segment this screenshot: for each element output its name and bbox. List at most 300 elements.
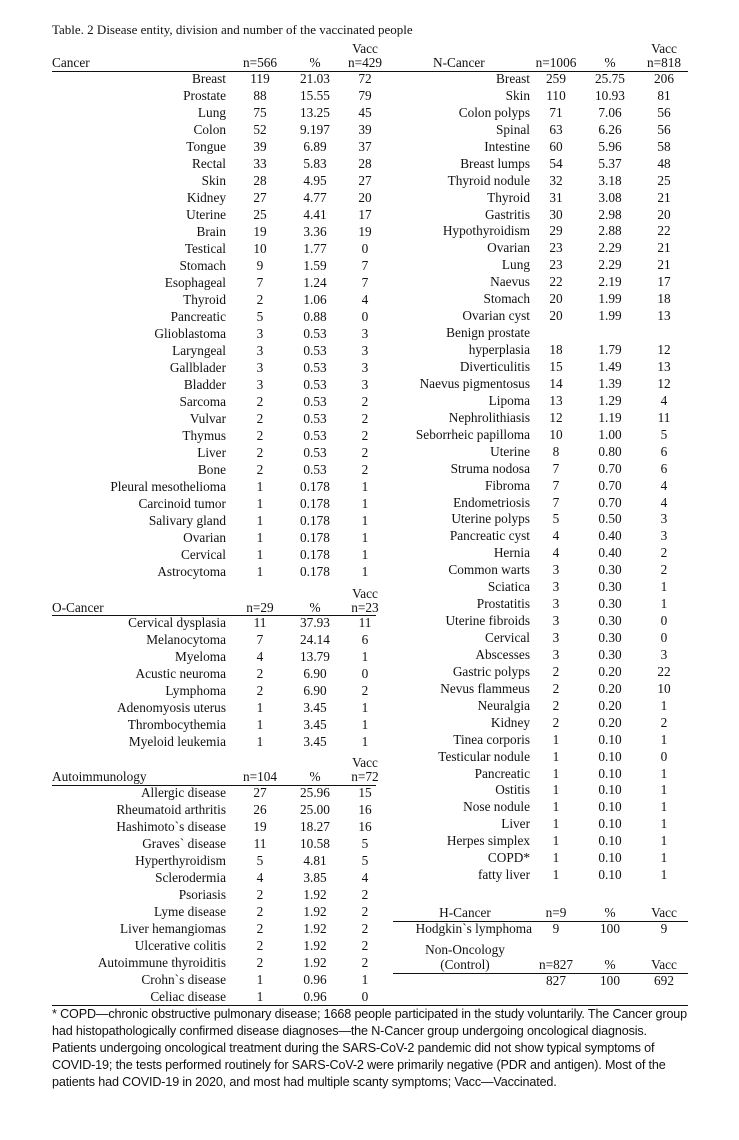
cell-n: 33 <box>253 156 267 171</box>
cell-name: Ovarian cyst <box>462 308 530 324</box>
cell-name: Fibroma <box>484 477 530 493</box>
cell-n: 3 <box>256 343 264 358</box>
cell-name: Stomach <box>483 291 530 307</box>
cell-n: 2 <box>552 714 560 730</box>
cell-name: Hyperthyroidism <box>135 853 226 868</box>
cell-name: Myeloma <box>175 649 226 664</box>
cancer-label: Cancer <box>52 55 90 70</box>
cell-vacc: 17 <box>657 274 671 290</box>
cell-name: Skin <box>505 87 530 103</box>
cell-name: hyperplasia <box>468 342 530 358</box>
cell-vacc: 19 <box>358 224 372 239</box>
cell-name: Lyme disease <box>153 904 226 919</box>
cell-vacc: 2 <box>660 545 668 561</box>
cell-pct: 2.19 <box>598 274 622 290</box>
cell-vacc: 2 <box>361 445 369 460</box>
cell-pct: 1.92 <box>303 887 327 902</box>
o-cancer-pct: % <box>309 600 321 615</box>
cell-n: 7 <box>552 460 560 476</box>
cell-vacc: 1 <box>660 833 668 849</box>
cell-pct: 0.30 <box>598 646 622 662</box>
cell-pct: 0.80 <box>598 443 622 459</box>
n-cancer-label: N-Cancer <box>433 55 485 70</box>
cell-vacc: 9 <box>660 921 668 936</box>
cell-n: 11 <box>253 615 267 630</box>
cell-pct: 1.39 <box>598 375 622 391</box>
non-oncology-label-2: (Control) <box>440 957 490 972</box>
cell-name: Hashimoto`s disease <box>116 819 226 834</box>
cell-name: Intestine <box>484 138 530 154</box>
cell-name: Thyroid <box>183 292 226 307</box>
cell-n: 7 <box>552 494 560 510</box>
cell-n: 23 <box>549 240 563 256</box>
cell-vacc: 1 <box>660 816 668 832</box>
cell-name: Naevus <box>490 274 530 290</box>
cell-name: Lipoma <box>488 392 530 408</box>
cell-pct: 1.77 <box>303 241 327 256</box>
cell-pct: 0.53 <box>303 462 327 477</box>
n-cancer-vacc-top: Vacc <box>651 41 677 56</box>
cell-vacc: 692 <box>654 973 674 988</box>
cell-vacc: 2 <box>361 887 369 902</box>
cell-pct: 0.10 <box>598 816 622 832</box>
footnote: * COPD—chronic obstructive pulmonary disease; 1668 people participated in the study voluntarily. The Cancer group had histopathologically confirmed disease diagnoses—the N-Cancer group undergoing oncological diagnosis. Patients undergoing oncological treatment during the SARS-CoV-2 pandemic did not show typical symptoms of COVID-19; the tests performed routinely for SARS-CoV-2 were primarily negative (PDR and antigen). Most of the patients had COVID-19 in 2020, and most had multiple scanty symptoms; Vacc—Vaccinated. <box>52 1007 688 1089</box>
cell-pct: 0.178 <box>300 530 330 545</box>
cell-n: 22 <box>549 274 563 290</box>
cell-name: Breast lumps <box>460 155 530 171</box>
cell-name: Esophageal <box>164 275 226 290</box>
cell-vacc: 2 <box>361 955 369 970</box>
cell-name: Hodgkin`s lymphoma <box>415 921 532 936</box>
cell-vacc: 4 <box>660 477 668 493</box>
cell-pct: 0.53 <box>303 360 327 375</box>
cell-pct: 10.93 <box>595 87 625 103</box>
cancer-vacc: n=429 <box>347 55 383 70</box>
cell-pct: 9.197 <box>300 122 330 137</box>
cell-pct: 1.59 <box>303 258 327 273</box>
cell-name: Rectal <box>192 156 226 171</box>
cell-pct: 100 <box>600 973 620 988</box>
cell-n: 1 <box>552 799 560 815</box>
cell-pct: 1.99 <box>598 308 622 324</box>
cell-pct: 4.95 <box>303 173 327 188</box>
cell-pct: 3.36 <box>303 224 327 239</box>
cell-name: Gastritis <box>484 206 530 222</box>
cell-vacc: 2 <box>361 394 369 409</box>
n-cancer-n: n=1006 <box>535 55 577 70</box>
cell-vacc: 1 <box>660 596 668 612</box>
non-oncology-n: n=827 <box>538 957 574 972</box>
cell-pct: 0.10 <box>598 782 622 798</box>
cell-pct: 2.29 <box>598 257 622 273</box>
cell-name: Bone <box>197 462 226 477</box>
cell-name: Adenomyosis uterus <box>117 700 226 715</box>
cell-pct: 1.00 <box>598 426 622 442</box>
autoimmunology-vacc-top: Vacc <box>352 755 378 770</box>
cell-pct: 13.25 <box>300 105 330 120</box>
autoimmunology-n: n=104 <box>242 769 278 784</box>
cell-vacc: 22 <box>657 663 671 679</box>
cell-name: Celiac disease <box>150 989 226 1004</box>
cell-n: 3 <box>552 630 560 646</box>
cell-name: Prostatitis <box>476 596 530 612</box>
cell-n: 14 <box>549 375 563 391</box>
cell-pct: 0.10 <box>598 867 622 883</box>
cell-pct: 1.92 <box>303 938 327 953</box>
cell-name: Gastric polyps <box>452 663 530 679</box>
cell-name: Salivary gland <box>148 513 226 528</box>
cell-vacc: 56 <box>657 121 671 137</box>
cell-pct: 37.93 <box>300 615 330 630</box>
cell-n: 2 <box>256 462 264 477</box>
cell-n: 13 <box>549 392 563 408</box>
cell-name: Colon <box>193 122 226 137</box>
cell-name: Hernia <box>493 545 530 561</box>
cell-vacc: 0 <box>660 613 668 629</box>
cell-n: 5 <box>256 309 264 324</box>
cell-n: 27 <box>253 190 267 205</box>
cell-n: 3 <box>256 326 264 341</box>
cell-vacc: 3 <box>361 326 369 341</box>
non-oncology-label-1: Non-Oncology <box>425 942 505 957</box>
cell-n: 1 <box>552 867 560 883</box>
cell-name: Hypothyroidism <box>442 223 530 239</box>
cell-name: Spinal <box>496 121 530 137</box>
cell-pct: 0.20 <box>598 697 622 713</box>
cell-name: Autoimmune thyroiditis <box>97 955 226 970</box>
cell-pct: 0.178 <box>300 564 330 579</box>
cell-pct: 1.79 <box>598 342 622 358</box>
cell-n: 15 <box>549 358 563 374</box>
cell-pct: 1.29 <box>598 392 622 408</box>
cell-n: 1 <box>552 850 560 866</box>
cell-vacc: 1 <box>361 530 369 545</box>
cell-name: Testical <box>184 241 226 256</box>
cell-vacc: 6 <box>660 460 668 476</box>
cell-name: Pancreatic cyst <box>449 528 530 544</box>
autoimmunology-vacc: n=72 <box>351 769 379 784</box>
cell-pct: 0.30 <box>598 630 622 646</box>
cell-n: 2 <box>552 663 560 679</box>
cell-vacc: 5 <box>361 853 369 868</box>
cell-n: 2 <box>256 904 264 919</box>
cell-pct: 0.10 <box>598 748 622 764</box>
cell-n: 2 <box>256 921 264 936</box>
cell-name: Liver hemangiomas <box>120 921 226 936</box>
cell-pct: 0.50 <box>598 511 622 527</box>
cell-vacc: 11 <box>657 409 671 425</box>
cell-vacc: 1 <box>660 579 668 595</box>
cell-n: 20 <box>549 291 563 307</box>
cell-pct: 0.40 <box>598 528 622 544</box>
cell-name: Ovarian <box>487 240 530 256</box>
cell-name: Carcinoid tumor <box>138 496 226 511</box>
cell-n: 2 <box>256 445 264 460</box>
cell-n: 2 <box>552 680 560 696</box>
cell-vacc: 20 <box>657 206 671 222</box>
cell-n: 827 <box>546 973 566 988</box>
non-oncology-vacc: Vacc <box>651 957 677 972</box>
cell-vacc: 0 <box>660 748 668 764</box>
cell-n: 1 <box>256 530 264 545</box>
cell-vacc: 58 <box>657 138 671 154</box>
cell-pct: 4.77 <box>303 190 327 205</box>
cell-pct: 0.30 <box>598 579 622 595</box>
cell-pct: 1.92 <box>303 921 327 936</box>
cell-name: Uterine polyps <box>451 511 530 527</box>
cell-pct: 0.178 <box>300 547 330 562</box>
cell-n: 39 <box>253 139 267 154</box>
cell-vacc: 21 <box>657 240 671 256</box>
cell-vacc: 1 <box>361 717 369 732</box>
cell-pct: 2.88 <box>598 223 622 239</box>
cell-pct: 24.14 <box>300 632 330 647</box>
cell-name: Struma nodosa <box>450 460 530 476</box>
cell-pct: 0.53 <box>303 377 327 392</box>
cell-name: Psoriasis <box>178 887 226 902</box>
cell-vacc: 1 <box>361 564 369 579</box>
cell-vacc: 5 <box>361 836 369 851</box>
cell-n: 1 <box>256 989 264 1004</box>
table-title: Table. 2 Disease entity, division and number of the vaccinated people <box>52 22 413 37</box>
cell-name: Thyroid <box>487 189 530 205</box>
cell-pct: 6.90 <box>303 666 327 681</box>
cell-vacc: 3 <box>361 360 369 375</box>
cell-n: 3 <box>552 646 560 662</box>
cell-name: Pancreatic <box>170 309 226 324</box>
cell-n: 63 <box>549 121 563 137</box>
cell-pct: 0.20 <box>598 680 622 696</box>
cell-pct: 0.53 <box>303 343 327 358</box>
cell-pct: 100 <box>600 921 620 936</box>
cell-pct: 10.58 <box>300 836 330 851</box>
cell-n: 52 <box>253 122 267 137</box>
cell-n: 71 <box>549 104 563 120</box>
cell-pct: 0.53 <box>303 445 327 460</box>
cell-name: Nephrolithiasis <box>448 409 530 425</box>
cell-pct: 6.89 <box>303 139 327 154</box>
cell-name: COPD* <box>487 850 530 866</box>
cell-n: 2 <box>256 394 264 409</box>
cell-name: Abscesses <box>475 646 530 662</box>
cell-n: 110 <box>546 87 566 103</box>
cell-pct: 1.49 <box>598 358 622 374</box>
cell-vacc: 2 <box>361 462 369 477</box>
cell-name: Ovarian <box>183 530 226 545</box>
cell-pct: 5.37 <box>598 155 622 171</box>
cell-vacc: 16 <box>358 802 372 817</box>
o-cancer-n: n=29 <box>246 600 274 615</box>
cell-n: 7 <box>256 632 264 647</box>
cell-n: 1 <box>256 479 264 494</box>
cell-vacc: 4 <box>361 292 369 307</box>
cell-pct: 1.92 <box>303 904 327 919</box>
cell-vacc: 2 <box>361 904 369 919</box>
cell-pct: 3.45 <box>303 700 327 715</box>
h-cancer-label: H-Cancer <box>439 905 491 920</box>
cell-vacc: 56 <box>657 104 671 120</box>
h-cancer-vacc: Vacc <box>651 905 677 920</box>
cell-name: Liver <box>197 445 226 460</box>
cell-pct: 25.00 <box>300 802 330 817</box>
cell-n: 19 <box>253 819 267 834</box>
cell-name: Astrocytoma <box>157 564 226 579</box>
cell-n: 75 <box>253 105 267 120</box>
cell-pct: 0.53 <box>303 428 327 443</box>
cell-pct: 1.06 <box>303 292 327 307</box>
cell-vacc: 6 <box>660 443 668 459</box>
cell-vacc: 21 <box>657 189 671 205</box>
cell-n: 1 <box>552 731 560 747</box>
cell-vacc: 1 <box>361 496 369 511</box>
cell-n: 4 <box>256 870 264 885</box>
cell-n: 5 <box>552 511 560 527</box>
cell-vacc: 1 <box>660 799 668 815</box>
cell-pct: 25.75 <box>595 71 625 86</box>
cell-n: 2 <box>256 666 264 681</box>
cell-pct: 15.55 <box>300 88 330 103</box>
cell-name: Cervical <box>180 547 226 562</box>
cell-vacc: 11 <box>358 615 372 630</box>
cell-name: Pleural mesothelioma <box>110 479 226 494</box>
cell-pct: 0.10 <box>598 799 622 815</box>
cell-pct: 0.178 <box>300 513 330 528</box>
cell-vacc: 3 <box>660 528 668 544</box>
cell-pct: 3.45 <box>303 734 327 749</box>
cell-pct: 0.70 <box>598 494 622 510</box>
cell-n: 19 <box>253 224 267 239</box>
cell-vacc: 45 <box>358 105 372 120</box>
cell-name: Stomach <box>179 258 226 273</box>
cell-pct: 0.53 <box>303 411 327 426</box>
cell-pct: 0.10 <box>598 850 622 866</box>
cell-pct: 4.41 <box>303 207 327 222</box>
cell-vacc: 39 <box>358 122 372 137</box>
cell-n: 25 <box>253 207 267 222</box>
cell-vacc: 1 <box>361 547 369 562</box>
cell-vacc: 72 <box>358 71 372 86</box>
cell-pct: 0.88 <box>303 309 327 324</box>
cell-name: Diverticulitis <box>459 358 530 374</box>
cell-name: Thyroid nodule <box>447 172 530 188</box>
cell-vacc: 2 <box>361 938 369 953</box>
cell-n: 26 <box>253 802 267 817</box>
cell-vacc: 1 <box>660 867 668 883</box>
cell-name: Pancreatic <box>474 765 530 781</box>
cell-vacc: 17 <box>358 207 372 222</box>
cell-n: 4 <box>256 649 264 664</box>
cell-name: Ostitis <box>495 782 530 798</box>
cell-n: 9 <box>552 921 560 936</box>
cell-n: 1 <box>256 700 264 715</box>
cell-pct: 5.83 <box>303 156 327 171</box>
o-cancer-vacc-top: Vacc <box>352 586 378 601</box>
autoimmunology-pct: % <box>309 769 321 784</box>
cell-name: Prostate <box>183 88 226 103</box>
cancer-n: n=566 <box>242 55 278 70</box>
cell-n: 8 <box>552 443 560 459</box>
cell-name: Nose nodule <box>463 799 530 815</box>
cell-vacc: 1 <box>361 479 369 494</box>
cell-pct: 21.03 <box>300 71 330 86</box>
o-cancer-label: O-Cancer <box>52 600 104 615</box>
cell-pct: 0.30 <box>598 562 622 578</box>
cell-n: 30 <box>549 206 563 222</box>
cell-vacc: 48 <box>657 155 671 171</box>
cell-n: 1 <box>256 972 264 987</box>
cell-n: 3 <box>256 377 264 392</box>
cell-pct: 0.30 <box>598 613 622 629</box>
cell-pct: 7.06 <box>598 104 622 120</box>
cell-vacc: 0 <box>361 309 369 324</box>
cancer-vacc-top: Vacc <box>352 41 378 56</box>
cell-vacc: 0 <box>361 241 369 256</box>
cell-vacc: 18 <box>657 291 671 307</box>
cell-vacc: 22 <box>657 223 671 239</box>
cell-vacc: 1 <box>660 697 668 713</box>
cell-pct: 0.10 <box>598 765 622 781</box>
cell-vacc: 2 <box>361 411 369 426</box>
cell-pct: 0.20 <box>598 714 622 730</box>
cell-pct: 0.70 <box>598 477 622 493</box>
cell-vacc: 4 <box>660 392 668 408</box>
cell-n: 1 <box>552 816 560 832</box>
cell-name: Myeloid leukemia <box>128 734 226 749</box>
cell-n: 3 <box>552 579 560 595</box>
cell-vacc: 7 <box>361 258 369 273</box>
cell-vacc: 2 <box>361 921 369 936</box>
cell-name: Sciatica <box>487 579 530 595</box>
cell-name: Cervical <box>484 630 530 646</box>
cell-vacc: 12 <box>657 375 671 391</box>
cell-name: Uterine fibroids <box>445 613 530 629</box>
cell-pct: 2.29 <box>598 240 622 256</box>
cell-n: 3 <box>552 596 560 612</box>
cell-vacc: 4 <box>660 494 668 510</box>
cell-name: Nevus flammeus <box>440 680 530 696</box>
cell-n: 12 <box>549 409 563 425</box>
cell-vacc: 13 <box>657 358 671 374</box>
cell-vacc: 2 <box>361 428 369 443</box>
cell-pct: 4.81 <box>303 853 327 868</box>
cell-name: Kidney <box>186 190 226 205</box>
cell-name: Kidney <box>490 714 530 730</box>
cell-n: 11 <box>253 836 267 851</box>
cell-name: Ulcerative colitis <box>134 938 226 953</box>
cell-pct: 3.18 <box>598 172 622 188</box>
cell-vacc: 1 <box>660 731 668 747</box>
cell-name: Uterine <box>186 207 226 222</box>
cell-name: Allergic disease <box>140 785 226 800</box>
cell-name: Bladder <box>183 377 226 392</box>
cell-n: 27 <box>253 785 267 800</box>
cell-n: 20 <box>549 308 563 324</box>
cell-name: Tongue <box>186 139 226 154</box>
cell-n: 3 <box>552 613 560 629</box>
cell-vacc: 206 <box>654 71 674 86</box>
cell-vacc: 16 <box>358 819 372 834</box>
autoimmunology-label: Autoimmunology <box>52 769 147 784</box>
cell-pct: 0.10 <box>598 833 622 849</box>
cell-name: Lung <box>501 257 530 273</box>
cell-pct: 13.79 <box>300 649 330 664</box>
cell-name: Gallblader <box>169 360 226 375</box>
cell-n: 2 <box>256 428 264 443</box>
cell-n: 2 <box>256 411 264 426</box>
cell-n: 10 <box>549 426 563 442</box>
n-cancer-vacc: n=818 <box>646 55 682 70</box>
cell-name: Uterine <box>490 443 530 459</box>
